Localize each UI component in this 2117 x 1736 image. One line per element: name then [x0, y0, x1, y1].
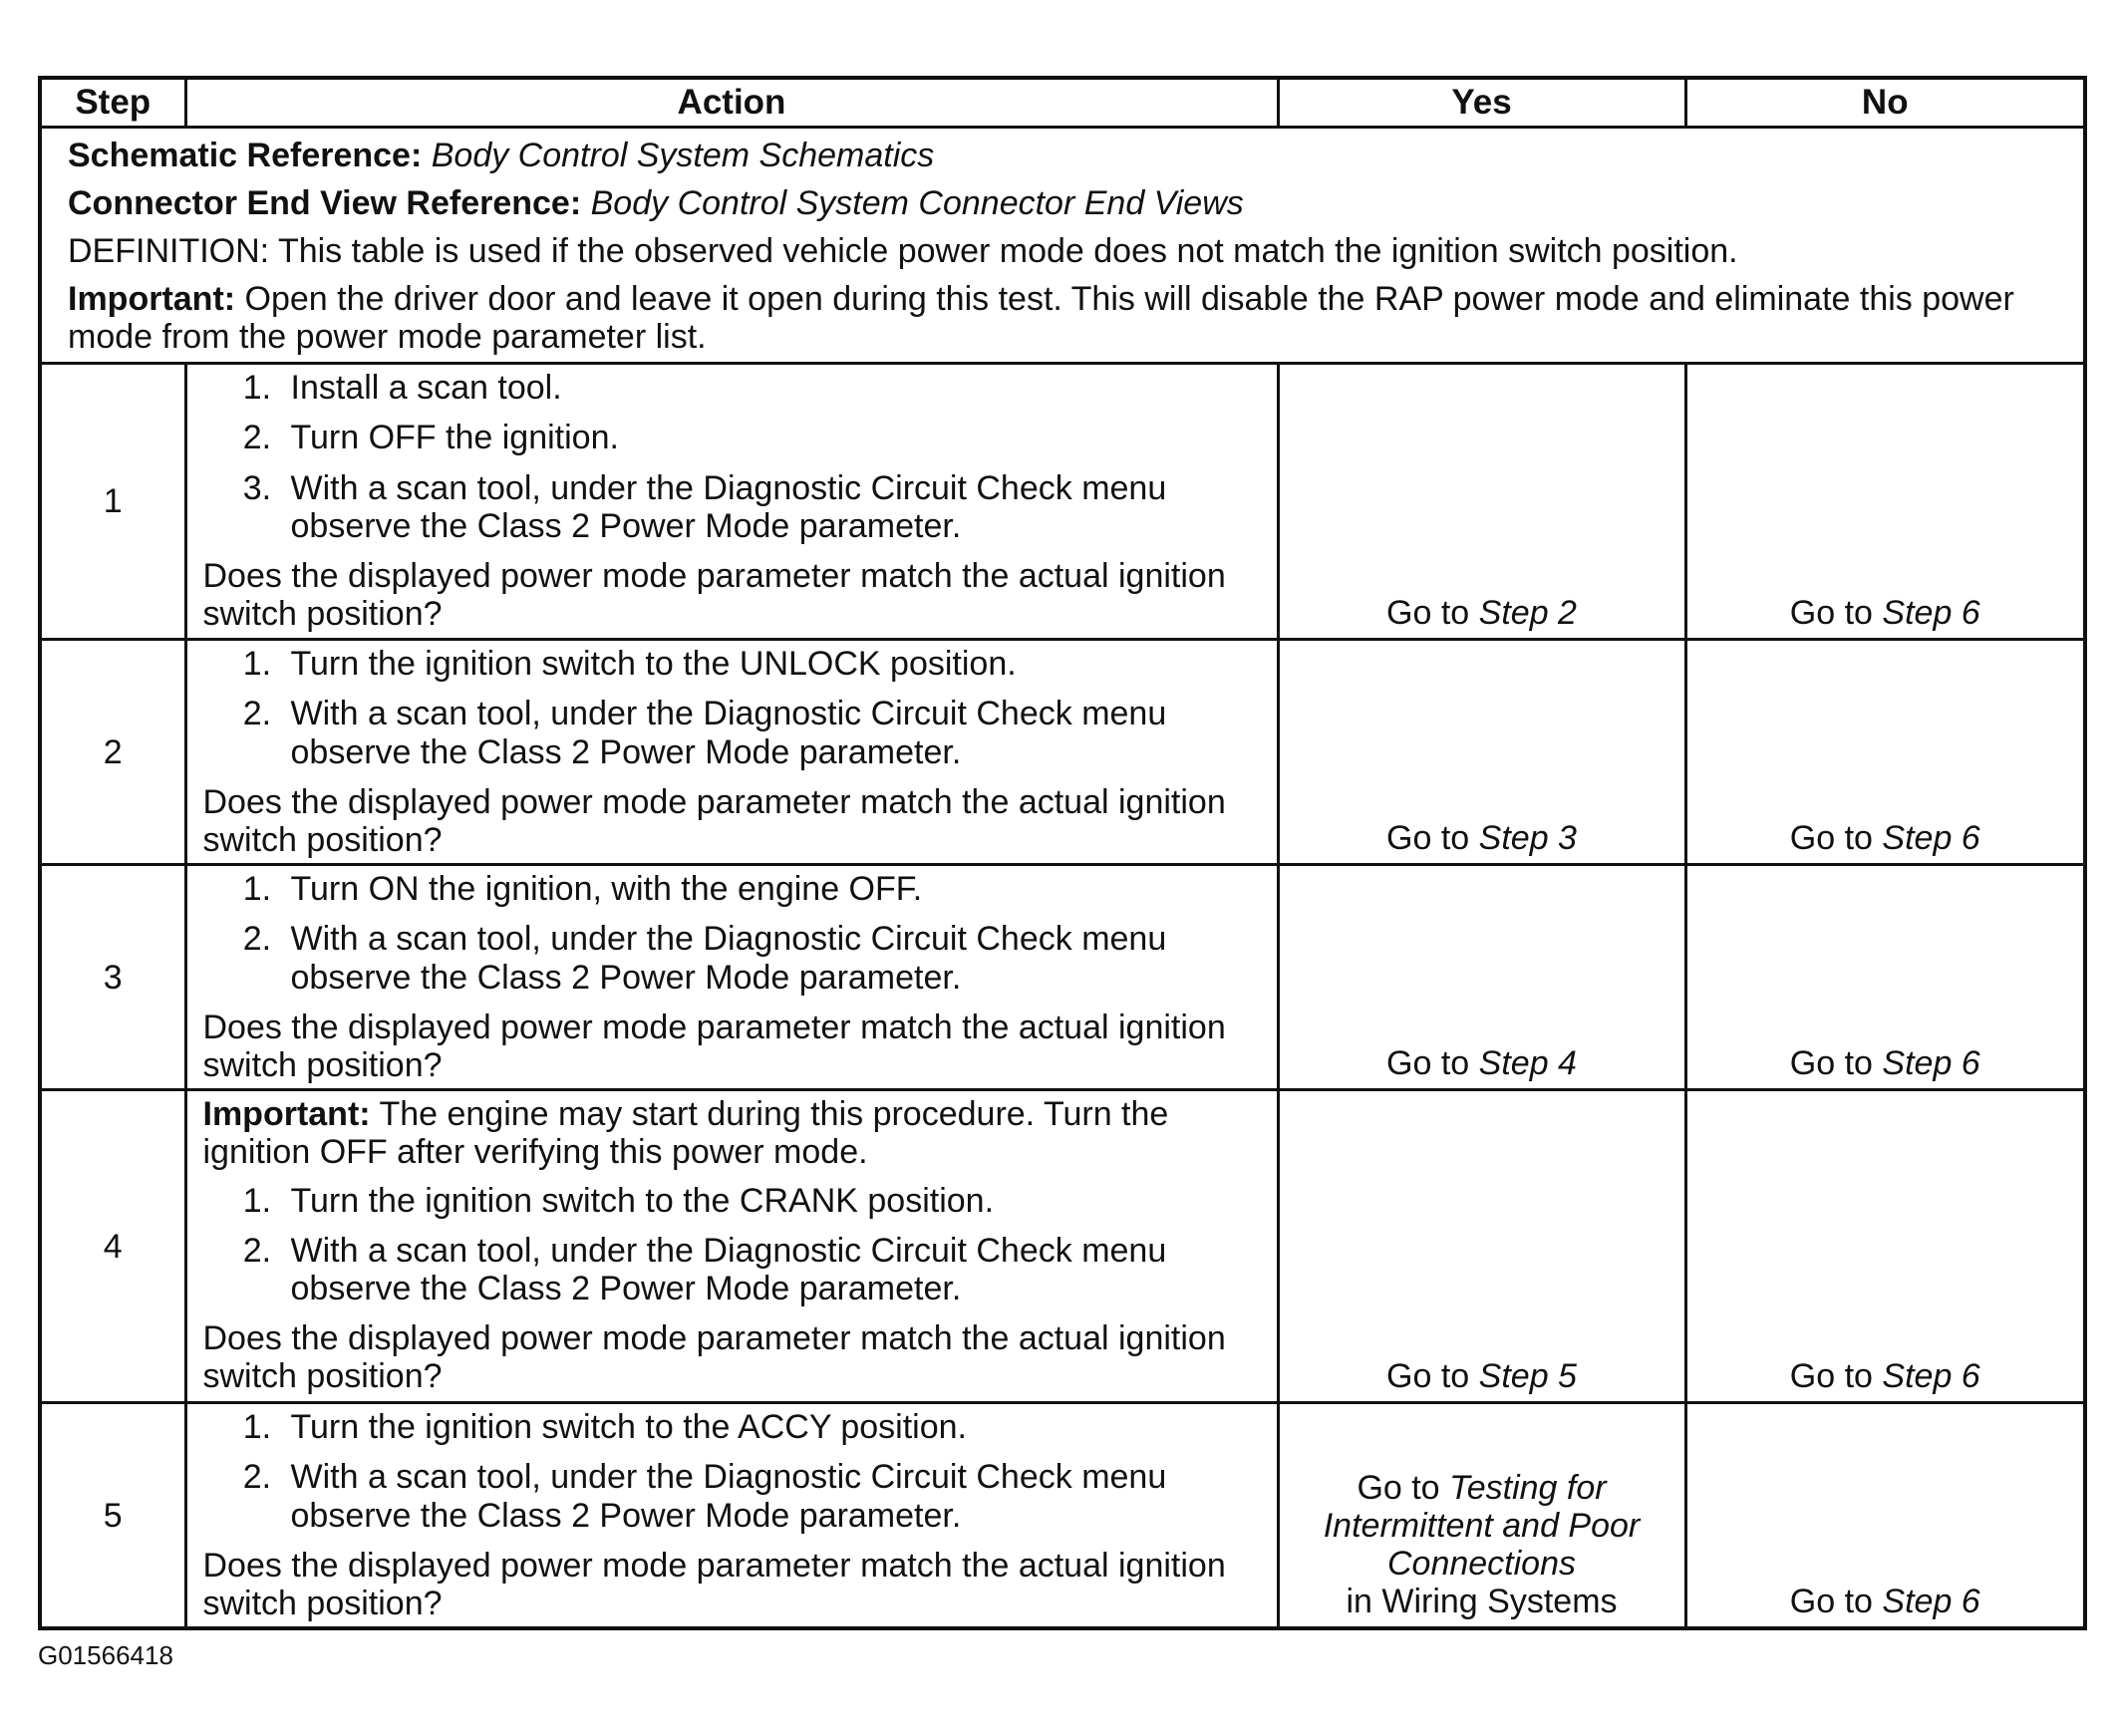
- action-cell: [185, 1403, 1278, 1628]
- action-cell: [185, 865, 1278, 1090]
- action-list: [203, 369, 1257, 544]
- action-item: 1. Turn the ignition switch to the CRANK position.: [281, 1182, 1257, 1220]
- step-question: Does the displayed power mode parameter match the actual ignition switch position?: [202, 1008, 1226, 1084]
- header-no: No: [1685, 78, 2085, 128]
- yes-cell: [1278, 640, 1685, 865]
- go-to-text: Go to: [1386, 1044, 1470, 1083]
- step-row: [40, 1090, 2085, 1403]
- action-cell: [185, 640, 1278, 865]
- yes-suffix: in Wiring Systems: [1346, 1582, 1618, 1620]
- step-question: Does the displayed power mode parameter match the actual ignition switch position?: [202, 1318, 1226, 1395]
- go-to-text: Go to: [1789, 1582, 1873, 1620]
- action-item: 1. Turn ON the ignition, with the engine OFF.: [281, 870, 1257, 908]
- header-yes: Yes: [1278, 78, 1685, 128]
- yes-cell: [1278, 364, 1685, 640]
- action-item: 2. With a scan tool, under the Diagnostic Circuit Check menu observe the Class 2 Power Mode parameter.: [281, 695, 1257, 770]
- yes-link[interactable]: Step 2: [1478, 594, 1577, 633]
- important-label: Important:: [68, 280, 236, 319]
- important-label: Important:: [202, 1095, 371, 1134]
- action-item: 2. With a scan tool, under the Diagnostic Circuit Check menu observe the Class 2 Power Mode parameter.: [281, 1232, 1257, 1307]
- definition-text: DEFINITION: This table is used if the observed vehicle power mode does not match the ignition switch position.: [68, 232, 1738, 271]
- go-to-text: Go to: [1386, 1357, 1470, 1396]
- step-question: Does the displayed power mode parameter match the actual ignition switch position?: [202, 1546, 1226, 1622]
- important-text: Open the driver door and leave it open during this test. This will disable the RAP power mode and eliminate this power mode from the power mode parameter list.: [68, 280, 2014, 357]
- no-link[interactable]: Step 6: [1882, 819, 1980, 858]
- yes-link[interactable]: Step 3: [1478, 819, 1577, 858]
- step-row: [40, 1403, 2085, 1628]
- yes-link[interactable]: Step 5: [1478, 1357, 1577, 1396]
- action-cell: [185, 1090, 1278, 1403]
- step-number: 3: [40, 865, 185, 1090]
- go-to-text: Go to: [1386, 594, 1470, 633]
- step-important-note: [203, 1095, 1257, 1171]
- action-list: [203, 1408, 1257, 1534]
- figure-id: G01566418: [38, 1640, 173, 1670]
- action-item: 1. Install a scan tool.: [281, 369, 1257, 407]
- yes-cell: [1278, 865, 1685, 1090]
- step-number: 1: [40, 364, 185, 640]
- header-row: [40, 78, 2085, 128]
- go-to-text: Go to: [1789, 1357, 1873, 1396]
- no-cell: [1685, 1403, 2085, 1628]
- step-number: 2: [40, 640, 185, 865]
- action-item: 2. With a scan tool, under the Diagnostic Circuit Check menu observe the Class 2 Power Mode parameter.: [281, 920, 1257, 996]
- yes-cell: [1278, 1403, 1685, 1628]
- go-to-text: Go to: [1789, 594, 1873, 633]
- action-list: [203, 1182, 1257, 1307]
- schematic-reference: [68, 137, 2057, 174]
- important-text: The engine may start during this procedure. Turn the ignition OFF after verifying this power mode.: [202, 1095, 1169, 1172]
- go-to-text: Go to: [1789, 819, 1873, 858]
- no-cell: [1685, 364, 2085, 640]
- no-link[interactable]: Step 6: [1882, 1044, 1980, 1083]
- step-question: Does the displayed power mode parameter match the actual ignition switch position?: [202, 782, 1226, 859]
- go-to-text: Go to: [1357, 1468, 1440, 1507]
- action-item: 1. Turn the ignition switch to the UNLOCK position.: [281, 645, 1257, 683]
- schematic-link[interactable]: Body Control System Schematics: [431, 137, 935, 174]
- yes-link[interactable]: Step 4: [1478, 1044, 1577, 1083]
- schematic-label: Schematic Reference:: [68, 137, 423, 174]
- step-number: 5: [40, 1403, 185, 1628]
- connector-link[interactable]: Body Control System Connector End Views: [590, 184, 1244, 223]
- no-link[interactable]: Step 6: [1882, 1582, 1980, 1620]
- no-link[interactable]: Step 6: [1882, 594, 1980, 633]
- yes-link[interactable]: Testing for Intermittent and Poor Connections: [1323, 1468, 1641, 1583]
- step-row: [40, 364, 2085, 640]
- step-question: Does the displayed power mode parameter match the actual ignition switch position?: [202, 556, 1226, 633]
- step-row: [40, 640, 2085, 865]
- no-link[interactable]: Step 6: [1882, 1357, 1980, 1396]
- no-cell: [1685, 865, 2085, 1090]
- action-item: 2. With a scan tool, under the Diagnostic Circuit Check menu observe the Class 2 Power Mode parameter.: [281, 1458, 1257, 1534]
- header-action: Action: [185, 78, 1278, 128]
- info-row: [40, 128, 2085, 364]
- action-list: [203, 645, 1257, 770]
- connector-reference: [68, 184, 2057, 222]
- action-item: 3. With a scan tool, under the Diagnostic Circuit Check menu observe the Class 2 Power Mode parameter.: [281, 469, 1257, 545]
- action-list: [203, 870, 1257, 996]
- info-cell: [40, 128, 2085, 364]
- step-row: [40, 865, 2085, 1090]
- no-cell: [1685, 1090, 2085, 1403]
- go-to-text: Go to: [1789, 1044, 1873, 1083]
- no-cell: [1685, 640, 2085, 865]
- step-number: 4: [40, 1090, 185, 1403]
- diagnostic-table: [38, 76, 2087, 1630]
- header-step: Step: [40, 78, 185, 128]
- important-note: [68, 280, 2057, 356]
- action-cell: [185, 364, 1278, 640]
- action-item: 2. Turn OFF the ignition.: [281, 419, 1257, 456]
- action-item: 1. Turn the ignition switch to the ACCY position.: [281, 1408, 1257, 1446]
- go-to-text: Go to: [1386, 819, 1470, 858]
- yes-cell: [1278, 1090, 1685, 1403]
- connector-label: Connector End View Reference:: [68, 184, 582, 223]
